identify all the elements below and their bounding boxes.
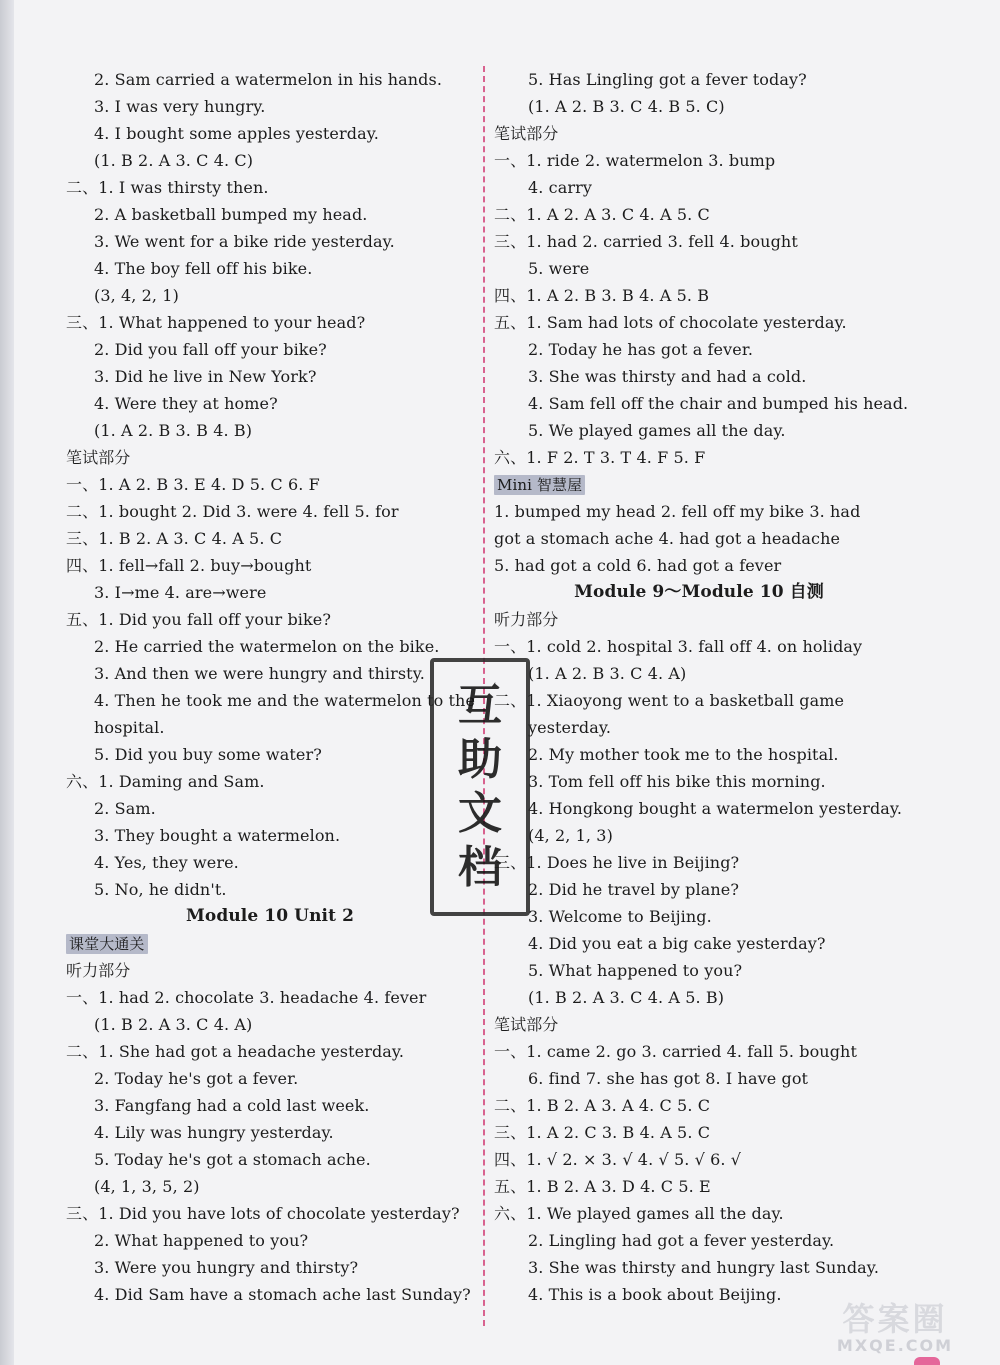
- answer-line: 二、1. I was thirsty then.: [66, 178, 269, 197]
- answer-line: 6. find 7. she has got 8. I have got: [528, 1069, 809, 1088]
- answer-line: (3, 4, 2, 1): [94, 286, 179, 305]
- answer-line: 2. Today he has got a fever.: [528, 340, 754, 359]
- answer-line: 二、1. B 2. A 3. A 4. C 5. C: [494, 1096, 711, 1115]
- answer-line: (1. A 2. B 3. B 4. B): [94, 421, 253, 440]
- answer-line: 一、1. A 2. B 3. E 4. D 5. C 6. F: [66, 475, 320, 494]
- stamp-char: 互: [458, 680, 502, 731]
- answer-line: 3. She was thirsty and had a cold.: [528, 367, 807, 386]
- answer-line: 三、1. What happened to your head?: [66, 313, 366, 332]
- answer-line: 六、1. Daming and Sam.: [66, 772, 265, 791]
- answer-line: 3. Welcome to Beijing.: [528, 907, 712, 926]
- answer-line: (1. B 2. A 3. C 4. C): [94, 151, 254, 170]
- answer-line: 4. Did Sam have a stomach ache last Sunday?: [94, 1285, 471, 1304]
- answer-line: 4. This is a book about Beijing.: [528, 1285, 782, 1304]
- answer-line: 三、1. B 2. A 3. C 4. A 5. C: [66, 529, 283, 548]
- section-heading: 笔试部分: [66, 448, 131, 467]
- answer-line: 1. bumped my head 2. fell off my bike 3. had: [494, 502, 861, 521]
- page-tab-marker: [914, 1357, 940, 1365]
- watermark-stamp: [430, 658, 530, 916]
- answer-line: yesterday.: [528, 718, 612, 737]
- answer-line: 2. Sam.: [94, 799, 156, 818]
- answer-line: 六、1. We played games all the day.: [494, 1204, 784, 1223]
- answer-line: 4. Then he took me and the watermelon to the: [94, 691, 476, 710]
- answer-line: 2. Lingling had got a fever yesterday.: [528, 1231, 835, 1250]
- stamp-char: 助: [458, 734, 502, 785]
- watermark-logo-text: 答案圈: [842, 1300, 948, 1338]
- answer-line: 3. And then we were hungry and thirsty.: [94, 664, 425, 683]
- answer-line: 五、1. Sam had lots of chocolate yesterday.: [494, 313, 847, 332]
- answer-line: 三、1. Does he live in Beijing?: [494, 853, 740, 872]
- answer-line: hospital.: [94, 718, 165, 737]
- answer-line: 2. Did he travel by plane?: [528, 880, 740, 899]
- answer-line: 四、1. fell→fall 2. buy→bought: [66, 556, 312, 575]
- answer-line: 2. A basketball bumped my head.: [94, 205, 368, 224]
- answer-line: 3. Were you hungry and thirsty?: [94, 1258, 359, 1277]
- answer-line: 3. Fangfang had a cold last week.: [94, 1096, 370, 1115]
- site-watermark: [810, 1301, 980, 1359]
- answer-line: 四、1. A 2. B 3. B 4. A 5. B: [494, 286, 710, 305]
- answer-line: 二、1. She had got a headache yesterday.: [66, 1042, 405, 1061]
- section-banner: [66, 930, 148, 957]
- answer-line: 四、1. √ 2. × 3. √ 4. √ 5. √ 6. √: [494, 1150, 742, 1169]
- answer-line: 5. Did you buy some water?: [94, 745, 322, 764]
- answer-line: 一、1. cold 2. hospital 3. fall off 4. on holiday: [494, 637, 863, 656]
- answer-line: 5. had got a cold 6. had got a fever: [494, 556, 782, 575]
- section-heading: 笔试部分: [494, 1015, 559, 1034]
- answer-line: 二、1. bought 2. Did 3. were 4. fell 5. for: [66, 502, 399, 521]
- answer-line: 3. We went for a bike ride yesterday.: [94, 232, 395, 251]
- section-banner: [494, 471, 585, 498]
- answer-line: 3. Did he live in New York?: [94, 367, 317, 386]
- answer-line: (1. A 2. B 3. C 4. A): [528, 664, 687, 683]
- answer-line: 5. We played games all the day.: [528, 421, 786, 440]
- answer-line: (4, 2, 1, 3): [528, 826, 613, 845]
- answer-line: 4. I bought some apples yesterday.: [94, 124, 379, 143]
- stamp-char: 档: [458, 842, 502, 893]
- answer-line: 三、1. Did you have lots of chocolate yesterday?: [66, 1204, 460, 1223]
- answer-line: 二、1. Xiaoyong went to a basketball game: [494, 691, 845, 710]
- answer-line: 2. Today he's got a fever.: [94, 1069, 299, 1088]
- answer-line: 5. No, he didn't.: [94, 880, 227, 899]
- answer-line: 一、1. had 2. chocolate 3. headache 4. fever: [66, 988, 427, 1007]
- answer-line: got a stomach ache 4. had got a headache: [494, 529, 841, 548]
- answer-line: 4. Lily was hungry yesterday.: [94, 1123, 334, 1142]
- answer-line: 3. Tom fell off his bike this morning.: [528, 772, 826, 791]
- section-heading: 笔试部分: [494, 124, 559, 143]
- answer-line: 五、1. B 2. A 3. D 4. C 5. E: [494, 1177, 711, 1196]
- answer-line: 5. What happened to you?: [528, 961, 743, 980]
- answer-line: 4. carry: [528, 178, 592, 197]
- answer-line: 三、1. A 2. C 3. B 4. A 5. C: [494, 1123, 711, 1142]
- section-heading: 听力部分: [494, 610, 559, 629]
- answer-line: 3. I was very hungry.: [94, 97, 266, 116]
- answer-line: 4. Hongkong bought a watermelon yesterday.: [528, 799, 903, 818]
- answer-line: 5. Today he's got a stomach ache.: [94, 1150, 371, 1169]
- section-banner-label: Mini 智慧屋: [494, 475, 585, 495]
- answer-line: (4, 1, 3, 5, 2): [94, 1177, 200, 1196]
- answer-line: 六、1. F 2. T 3. T 4. F 5. F: [494, 448, 706, 467]
- answer-line: 4. Did you eat a big cake yesterday?: [528, 934, 826, 953]
- answer-line: (1. A 2. B 3. C 4. B 5. C): [528, 97, 725, 116]
- answer-line: 4. The boy fell off his bike.: [94, 259, 313, 278]
- answer-line: 3. They bought a watermelon.: [94, 826, 341, 845]
- answer-line: 一、1. came 2. go 3. carried 4. fall 5. bought: [494, 1042, 857, 1061]
- answer-line: 二、1. A 2. A 3. C 4. A 5. C: [494, 205, 710, 224]
- module-heading: Module 9～Module 10 自测: [574, 582, 824, 602]
- answer-line: 5. were: [528, 259, 590, 278]
- answer-line: 一、1. ride 2. watermelon 3. bump: [494, 151, 776, 170]
- module-heading: Module 10 Unit 2: [185, 906, 354, 926]
- answer-line: 2. Did you fall off your bike?: [94, 340, 327, 359]
- stamp-char: 文: [458, 788, 502, 839]
- answer-line: (1. B 2. A 3. C 4. A): [94, 1015, 253, 1034]
- answer-line: 五、1. Did you fall off your bike?: [66, 610, 332, 629]
- section-banner-label: 课堂大通关: [66, 934, 148, 954]
- answer-line: 三、1. had 2. carried 3. fell 4. bought: [494, 232, 798, 251]
- answer-line: (1. B 2. A 3. C 4. A 5. B): [528, 988, 725, 1007]
- answer-line: 2. What happened to you?: [94, 1231, 309, 1250]
- section-heading: 听力部分: [66, 961, 131, 980]
- answer-line: 4. Were they at home?: [94, 394, 278, 413]
- watermark-url: MXQE.COM: [836, 1336, 954, 1355]
- answer-line: 4. Yes, they were.: [94, 853, 239, 872]
- answer-line: 2. My mother took me to the hospital.: [528, 745, 839, 764]
- page-binding: [0, 0, 14, 1365]
- answer-line: 5. Has Lingling got a fever today?: [528, 70, 807, 89]
- answer-line: 3. I→me 4. are→were: [94, 583, 267, 602]
- answer-line: 2. Sam carried a watermelon in his hands.: [94, 70, 443, 89]
- answer-line: 3. She was thirsty and hungry last Sunday.: [528, 1258, 880, 1277]
- answer-line: 2. He carried the watermelon on the bike.: [94, 637, 440, 656]
- answer-line: 4. Sam fell off the chair and bumped his head.: [528, 394, 909, 413]
